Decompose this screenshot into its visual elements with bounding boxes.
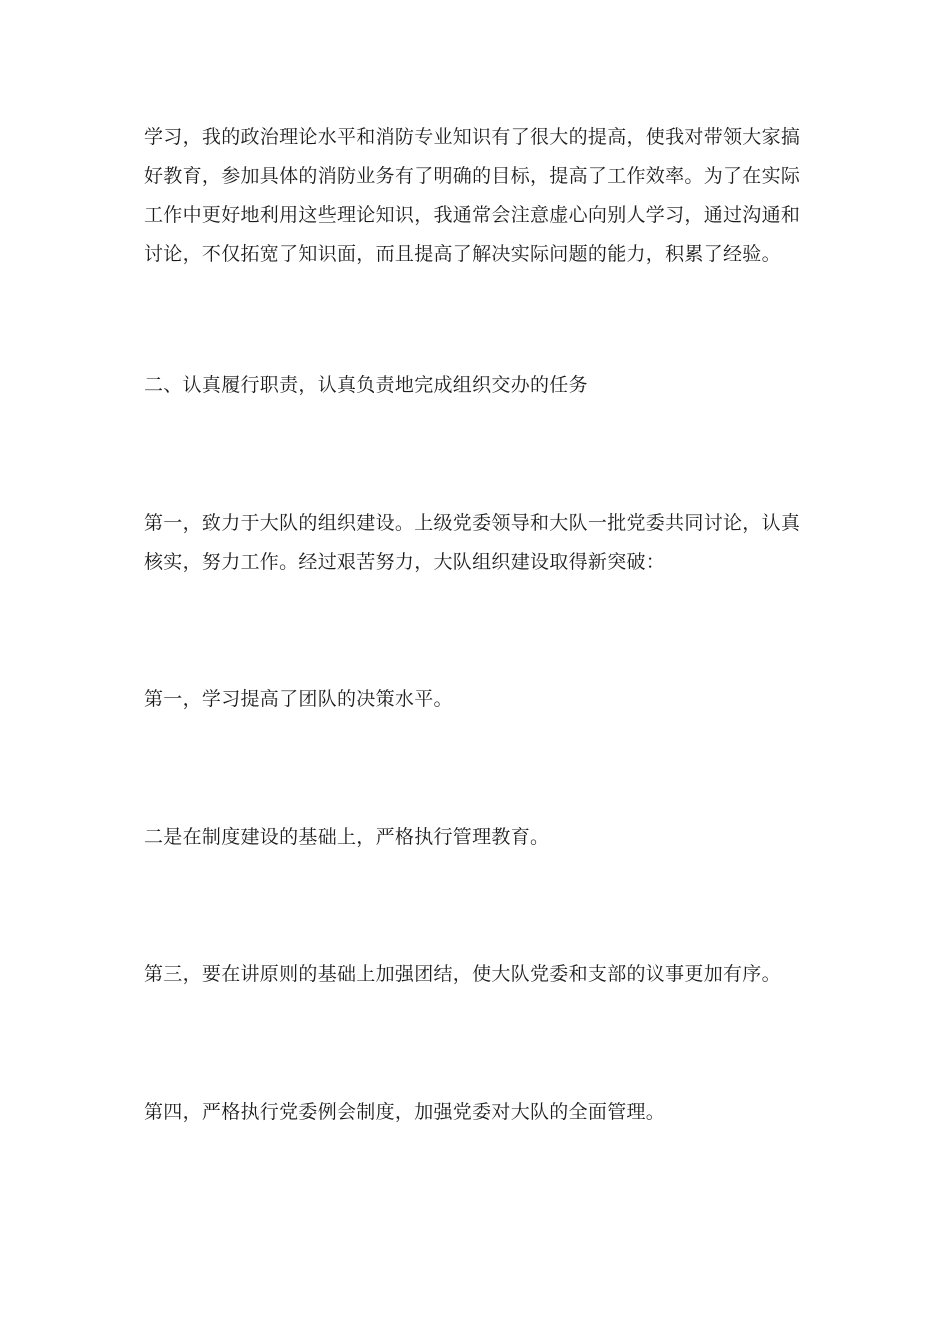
list-item-first	[144, 680, 804, 719]
text-line: 二是在制度建设的基础上，严格执行管理教育。	[144, 826, 550, 848]
list-item-third	[144, 955, 804, 994]
text-line: 好教育，参加具体的消防业务有了明确的目标，提高了工作效率。为了在实际	[144, 165, 801, 187]
text-line: 核实，努力工作。经过艰苦努力，大队组织建设取得新突破：	[144, 551, 666, 573]
list-item-second	[144, 818, 804, 857]
text-line: 讨论，不仅拓宽了知识面，而且提高了解决实际问题的能力，积累了经验。	[144, 243, 781, 265]
text-line: 学习，我的政治理论水平和消防专业知识有了很大的提高，使我对带领大家搞	[144, 126, 801, 148]
text-line: 第三，要在讲原则的基础上加强团结，使大队党委和支部的议事更加有序。	[144, 963, 781, 985]
text-line: 第四，严格执行党委例会制度，加强党委对大队的全面管理。	[144, 1101, 666, 1123]
text-line: 工作中更好地利用这些理论知识，我通常会注意虚心向别人学习，通过沟通和	[144, 204, 801, 226]
paragraph-study-summary	[144, 118, 804, 274]
text-line: 第一，致力于大队的组织建设。上级党委领导和大队一批党委共同讨论，认真	[144, 512, 801, 534]
list-item-fourth	[144, 1093, 804, 1132]
text-line: 第一，学习提高了团队的决策水平。	[144, 688, 453, 710]
section-heading	[144, 366, 804, 405]
paragraph-organization-building	[144, 504, 804, 582]
text-line: 二、认真履行职责，认真负责地完成组织交办的任务	[144, 374, 588, 396]
